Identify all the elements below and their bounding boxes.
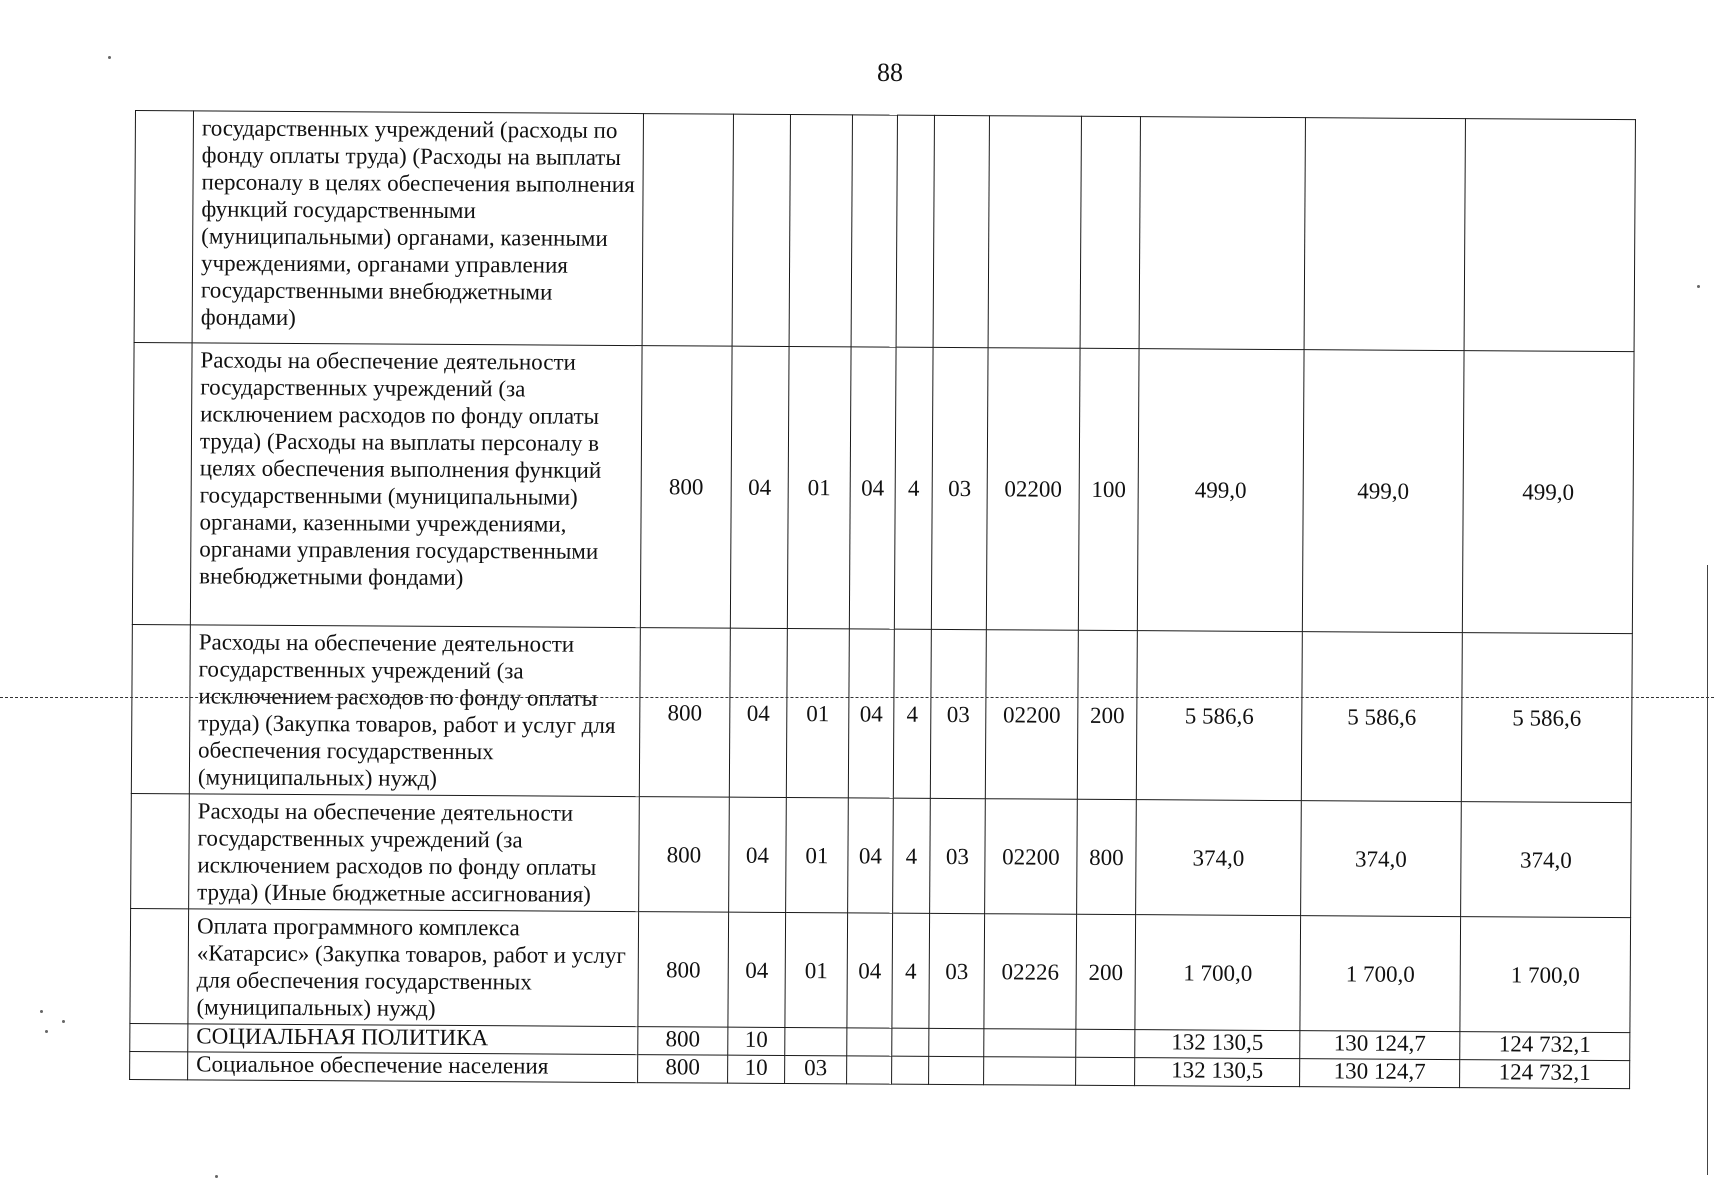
code-main-activity: 03 [929, 913, 985, 1028]
amount-year-1: 132 130,5 [1135, 1030, 1300, 1059]
code-program: 04 [848, 629, 894, 798]
code-section: 04 [730, 346, 789, 628]
table-row [131, 793, 1632, 917]
amount-year-1 [1139, 117, 1305, 350]
amount-year-3: 124 732,1 [1460, 1060, 1630, 1089]
row-description: Расходы на обеспечение деятельности государственных учреждений (за исключением расходов по фонду оплаты труда) (Закупка товаров, работ и услуг для обеспечения государственных (муниципальных) нужд) [189, 625, 640, 797]
code-direction: 02200 [986, 348, 1080, 631]
row-marker-cell [130, 1023, 188, 1051]
amount-year-3: 5 586,6 [1461, 633, 1632, 803]
code-subprogram: 4 [893, 798, 931, 913]
amount-year-1: 499,0 [1137, 349, 1304, 632]
code-expense-type [1076, 1029, 1135, 1057]
code-expense-type: 200 [1076, 914, 1136, 1029]
amount-year-3: 374,0 [1461, 802, 1632, 918]
code-main-activity: 03 [931, 347, 988, 629]
amount-year-2 [1304, 118, 1465, 351]
code-subsection [785, 1027, 847, 1055]
scan-dashed-line [0, 697, 1714, 698]
code-subprogram: 4 [893, 629, 931, 798]
code-subprogram [892, 1028, 929, 1056]
code-program [847, 1028, 892, 1056]
code-section: 04 [729, 797, 787, 912]
amount-year-2: 130 124,7 [1300, 1031, 1460, 1060]
code-main-activity [933, 115, 989, 347]
budget-table-wrapper [129, 110, 1635, 1089]
code-admin: 800 [638, 912, 729, 1028]
code-direction [984, 1029, 1076, 1058]
code-admin: 800 [640, 346, 732, 629]
code-section: 10 [728, 1027, 785, 1055]
amount-year-3: 1 700,0 [1460, 917, 1631, 1033]
amount-year-1: 132 130,5 [1135, 1058, 1300, 1087]
code-subsection: 01 [785, 912, 848, 1027]
code-direction: 02200 [985, 799, 1078, 915]
code-main-activity: 03 [930, 629, 986, 798]
budget-table [129, 110, 1636, 1089]
scan-speck [45, 1030, 48, 1033]
code-subsection: 01 [786, 628, 849, 797]
code-direction [988, 116, 1081, 349]
row-description: Оплата программного комплекса «Катарсис» (Закупка товаров, работ и услуг для обеспечения государственных (муниципальных) нужд) [188, 909, 639, 1027]
amount-year-3: 499,0 [1462, 351, 1634, 634]
row-marker-cell [131, 793, 190, 908]
table-row [131, 624, 1632, 802]
scan-edge-line [1707, 565, 1708, 1175]
code-program [851, 115, 897, 347]
code-subprogram [892, 1056, 929, 1084]
row-description: Расходы на обеспечение деятельности государственных учреждений (за исключением расходов по фонду оплаты труда) (Расходы на выплаты персоналу в целях обеспечения выполнения функций государственными (муниципальными) органами, казенными учреждениями, органами управления государственными внебюджетными фондами) [190, 343, 642, 628]
code-admin: 800 [639, 797, 730, 913]
code-main-activity: 03 [930, 798, 986, 913]
row-description: Социальное обеспечение населения [188, 1052, 638, 1083]
scan-speck [108, 56, 111, 59]
code-expense-type [1080, 116, 1140, 348]
scan-speck [1697, 285, 1700, 288]
amount-year-1: 374,0 [1136, 800, 1302, 916]
code-main-activity [929, 1028, 984, 1056]
code-subsection: 03 [785, 1055, 847, 1083]
table-row [132, 342, 1634, 633]
row-marker-cell [130, 908, 189, 1023]
code-subsection [789, 115, 852, 347]
row-marker-cell [130, 1051, 188, 1079]
amount-year-1: 1 700,0 [1135, 915, 1301, 1031]
amount-year-2: 499,0 [1302, 350, 1464, 633]
scan-speck [215, 1175, 218, 1178]
code-admin: 800 [638, 1027, 728, 1056]
row-marker-cell [132, 342, 192, 624]
row-description: Расходы на обеспечение деятельности государственных учреждений (за исключением расходов по фонду оплаты труда) (Иные бюджетные ассигнования) [189, 794, 640, 912]
code-expense-type: 100 [1078, 348, 1139, 630]
code-direction: 02226 [984, 914, 1077, 1030]
row-marker-cell [134, 111, 193, 343]
row-marker-cell [131, 624, 190, 793]
code-section: 04 [729, 628, 787, 797]
row-description: СОЦИАЛЬНАЯ ПОЛИТИКА [188, 1024, 638, 1055]
code-admin [642, 114, 733, 347]
code-expense-type: 800 [1077, 799, 1137, 914]
code-expense-type [1076, 1057, 1135, 1085]
code-section: 04 [728, 912, 786, 1027]
code-program: 04 [849, 347, 896, 629]
code-direction: 02200 [985, 630, 1078, 800]
amount-year-2: 5 586,6 [1301, 632, 1462, 802]
row-description: государственных учреждений (расходы по фонду оплаты труда) (Расходы на выплаты персоналу в целях обеспечения выполнения функций государственными (муниципальными) органами, казенными учреждениями, органами управления государственными внебюджетными фондами) [192, 111, 643, 346]
code-subprogram [896, 115, 934, 347]
code-program [847, 1056, 892, 1084]
code-expense-type: 200 [1077, 630, 1137, 799]
code-program: 04 [848, 798, 894, 913]
code-section [732, 114, 790, 346]
scan-speck [40, 1010, 43, 1013]
table-row [134, 111, 1635, 352]
amount-year-3: 124 732,1 [1460, 1032, 1630, 1061]
amount-year-2: 130 124,7 [1300, 1059, 1460, 1088]
amount-year-3 [1464, 119, 1635, 352]
amount-year-2: 1 700,0 [1300, 916, 1461, 1032]
code-subprogram: 4 [892, 913, 930, 1028]
page-number: 88 [877, 58, 903, 87]
amount-year-1: 5 586,6 [1136, 631, 1302, 801]
code-program: 04 [847, 913, 893, 1028]
code-subprogram: 4 [894, 347, 933, 629]
code-subsection: 01 [787, 346, 851, 628]
code-subsection: 01 [786, 797, 849, 912]
code-section: 10 [728, 1055, 785, 1083]
table-row [130, 908, 1631, 1032]
amount-year-2: 374,0 [1301, 801, 1462, 917]
code-direction [984, 1057, 1076, 1086]
code-main-activity [929, 1056, 984, 1084]
code-admin: 800 [639, 628, 730, 798]
scan-speck [62, 1020, 65, 1023]
code-admin: 800 [638, 1055, 728, 1084]
